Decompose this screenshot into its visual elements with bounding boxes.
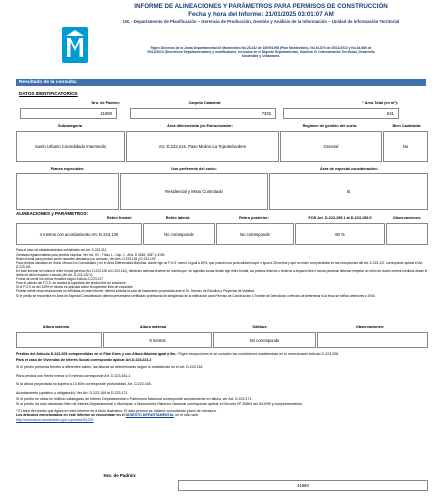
bien-cautelado-value: No [383,131,428,162]
note-item: Si el predio ha sido declarado Bien de Interés Departamental o Municipal, o Monumento Histórico Nacional corresponde aplicar el Decreto Nº 26864 del 5/10/99 y complementarios. [16,402,303,407]
regimen-value: General [280,131,382,162]
digesto-link[interactable]: DIGESTO DEPARTAMENTAL [125,413,175,418]
report-title-block [94,3,428,25]
note-item: Para el cálculo del F.O.S. se tomará la superficie del predio libre de ensanche. [16,281,127,286]
note-web-text: en el sitio web [174,413,199,418]
altura-value: 9 metros [103,332,212,348]
footer-padron-value: 41660 [178,480,428,491]
note-item: Si el predio se ubica en edificio catalogado de Interés Departamental o Patrimonio Nacional corresponde acordamiento en altura, ver Art. D.223.171. [16,396,253,401]
observaciones-label: Observaciones: [392,216,422,220]
footer-padron-label: Nro. de Padrón: [103,473,137,478]
retiro-frontal-value: 4 metros con acordamiento Art. D.223.130 [16,223,142,245]
galibos-value: No corresponde [213,332,316,348]
note-item: Si el predio se encuentra en Área de Especial Consideración deberá presentarse certificado profesional de antigüedad de la edificación para Permiso de Construcción o Trámite de Demolición a efectos de determinar si la finca se edifico anteriores a 1940. [16,293,376,298]
retiro-lateral-label: Retiro lateral: [165,216,191,220]
note-item: * El área del predio que figura en este informe es a título ilustrativo. El dato preciso se obtiene consultando plano de mensura. [16,408,217,413]
section-alineaciones: ALINEACIONES y PARÁMETROS: [16,211,89,216]
note-bold-digesto: Los artículos mencionados en este informe se encuentran en el [16,413,125,418]
altura-maxima-value [16,332,102,348]
fos-value: 60 % [295,223,385,245]
note-item: Para predios con frente menor a 9 metros corresponde Art. D.223.161.1 [16,373,131,378]
note-goes-text: : Rigen excepciones si se cumplen las condiciones establecidas en el mencionado Artículo D.223.205. [176,352,340,356]
subcategoria-label: Subcategoría [57,124,83,128]
note-bold-vivienda: Para el caso de Viviendas de Interés Social corresponde aplicar Art.D.223.223.2 [16,357,152,362]
area-label: * Área Total (en m²): [362,101,398,105]
note-item: Forma de medir los retiros frontales según Artículo D.223.127 [16,277,103,282]
area-diferenciada-value: Art. D.223.215. Paso Molino-La Teja-Belvedere [126,131,279,162]
note-item: Para el caso de establecimientos industriales ver Art. D.223.312. [16,248,108,252]
galibos-label: Gálibos: [252,325,268,329]
report-datetime: Fecha y hora del Informe: 21/01/2025 03:01:07 AM [188,10,334,18]
padron-value: 41660 [20,108,117,119]
note-item: Ochavas reglamentarias para predios esquina. Ver Vol. XV - Título 1 - Cap. 1 - Arts. D.3186, 3187 y 3190. [16,253,166,258]
fos-label: FOS Art. D.223.155.1 al D.223.155.5 [308,216,372,220]
note-item: Podrán existir otras restricciones no definidas en este informe, deberá solicitar la cota de basamento proyectada ante el Sr. Servicio de Estudios y Proyectos de Vialidad. [16,289,255,294]
report-legal-text [94,46,428,59]
uso-preferente-value: Residencial y Mixto Controlado [120,173,268,210]
subcategoria-value: Suelo Urbano Consolidado Intermedio [16,131,125,162]
intendencia-logo [62,27,88,63]
note-item: En este informe se indica el retiro frontal general (Art. D.223.126 al D.223.142), debiendo además tenerse en cuenta que, en aquellas zonas donde rige retiro frontal, los predios linderos o linderos a espacio libre o senda peatonal deberán respetar un retiro de cuatro metros medidos desde el límite de dicho espacio o senda (Ver Art. D.223.142.1). [16,269,428,278]
carpeta-value: 7332 [130,108,276,119]
note-item: Para predios ubicados en Suelo Urbano No Consolidado y en el Área Diferenciada Maroñas, donde rige un F.O.S. menor o igual a 60%, que posean una profundidad mayor o igual a 25 metros y que no estén comprendidos en las excepciones del Art. D.223.137, corresponde aplicar el Art. D.223.151. [16,261,424,270]
section-identificatorios: DATOS IDENTIFICATORIOS [19,91,78,96]
result-bar: Resultado de la consulta: [16,79,426,86]
especial-consideracion-label: Área de especial consideración: [319,167,379,171]
notes-block-2 [16,352,428,423]
regimen-label: Regimen de gestión del suelo: [302,124,358,128]
bien-cautelado-label: Bien Cautelado: [392,124,422,128]
note-item: Si el F.O.S es del 100% el mismo es aplicado sobre la superficie libre de ensanche [16,285,133,290]
report-header [0,0,435,76]
retiro-posterior-label: Retiro posterior: [239,216,269,220]
report-department: I.M. - Departamento de Planificación – Gerencia de Producción, Gestión y Análisis de la Información – Unidad de Información Territorial [122,19,400,24]
planes-especiales-value [16,173,119,210]
area-diferenciada-label: Área diferenciada y/o Estructurador: [167,124,233,128]
notes-block-1 [16,248,428,298]
legal-line-2: 05/12/2013 (Directrices Departamentales) y modificativos, incluidos en el Digesto Departamental, Volumen IV Ordenamiento Territorial, Desarrollo [147,50,375,55]
especial-consideracion-value: Si [269,173,428,210]
note-item: Si la altura proyectada no supera a 13.50m corresponde profundidad, Art. D.223.165. [16,382,152,387]
retiro-frontal-label: Retiro frontal: [106,216,132,220]
note-item: Retiro frontal para predios sobre rasantes afectados por ochavas. Ver Arts. D.223.128 y D.223.129 [16,257,156,262]
altura-observaciones-value [317,332,428,348]
normativa-url-link[interactable]: http://normativa.montevideo.gub.uy/indice/51202 [16,417,94,422]
altura-label: Altura máxima [139,325,167,329]
uso-preferente-label: Uso preferente del suelo: [171,167,217,171]
note-item: Si el predio presenta frentes a diferentes calles, las alturas se determinarán según lo establecido en el Art. D.223.161 [16,365,203,370]
area-value: 541 [283,108,399,119]
report-title: INFORME DE ALINEACIONES Y PARÁMETROS PARA PERMISOS DE CONSTRUCCIÓN [134,3,388,10]
legal-line-3: Sostenible y Urbanismo. [241,54,281,59]
retiro-posterior-value: No corresponde [216,223,294,245]
note-bold-goes: Predios del Artículo D.223.205 comprendidos en el Plan Goes y con Altura Máxima igual a 9m. [16,352,177,356]
altura-observaciones-label: Observaciones: [355,325,385,329]
legal-line-1: Rigen Decretos de la Junta Departamental de Montevideo No.28.242 de 16/09/1998 (Plan Montevideo), No.34.870 de 25/11/2013 y No.34.889 de [150,46,372,50]
carpeta-label: Carpeta Catastral: [188,101,222,105]
altura-maxima-label: Altura máxima [42,325,70,329]
planes-especiales-label: Planes especiales: [50,167,85,171]
retiro-lateral-value: No corresponde [143,223,215,245]
note-item: Acordamiento (optativo u obligatorio): Ver Art. D.223.169 al D.223.171. [16,390,129,395]
padron-label: Nro. de Padrón: [91,101,120,105]
observaciones-value [386,223,428,245]
